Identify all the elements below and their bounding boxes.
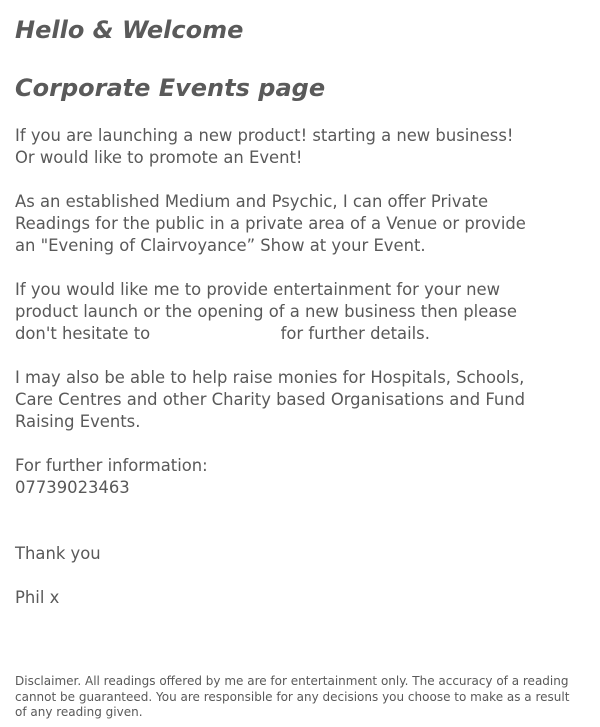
contact-line-3: [15, 323, 517, 345]
contact-line-3-before: don't hesitate to: [15, 324, 151, 343]
signature-text: Phil x: [15, 588, 60, 607]
intro-line-2: Or would like to promote an Event!: [15, 148, 303, 167]
offer-paragraph: [15, 191, 526, 257]
contact-line-3-after: for further details.: [280, 324, 430, 343]
welcome-heading: Hello & Welcome: [15, 16, 244, 44]
charity-line-3: Raising Events.: [15, 412, 141, 431]
intro-paragraph: [15, 125, 513, 169]
phone-number: 07739023463: [15, 478, 130, 497]
offer-line-2: Readings for the public in a private area of a Venue or provide: [15, 214, 526, 233]
info-label: For further information:: [15, 456, 208, 475]
disclaimer: [15, 674, 569, 721]
disclaimer-line-3: of any reading given.: [15, 705, 143, 719]
info-paragraph: [15, 455, 208, 499]
page-title: Corporate Events page: [15, 74, 326, 102]
contact-link[interactable]: [155, 326, 275, 344]
disclaimer-line-1: Disclaimer. All readings offered by me are for entertainment only. The accuracy of a reading: [15, 674, 569, 688]
thanks-text: Thank you: [15, 544, 101, 563]
contact-line-2: product launch or the opening of a new business then please: [15, 302, 517, 321]
contact-paragraph: [15, 279, 517, 345]
offer-line-3: an "Evening of Clairvoyance” Show at your Event.: [15, 236, 426, 255]
intro-line-1: If you are launching a new product! starting a new business!: [15, 126, 514, 145]
charity-paragraph: [15, 367, 525, 433]
offer-line-1: As an established Medium and Psychic, I can offer Private: [15, 192, 489, 211]
disclaimer-line-2: cannot be guaranteed. You are responsible for any decisions you choose to make as a result: [15, 689, 570, 704]
contact-line-1: If you would like me to provide entertainment for your new: [15, 280, 501, 299]
charity-line-2: Care Centres and other Charity based Organisations and Fund: [15, 390, 526, 409]
charity-line-1: I may also be able to help raise monies for Hospitals, Schools,: [15, 368, 525, 387]
